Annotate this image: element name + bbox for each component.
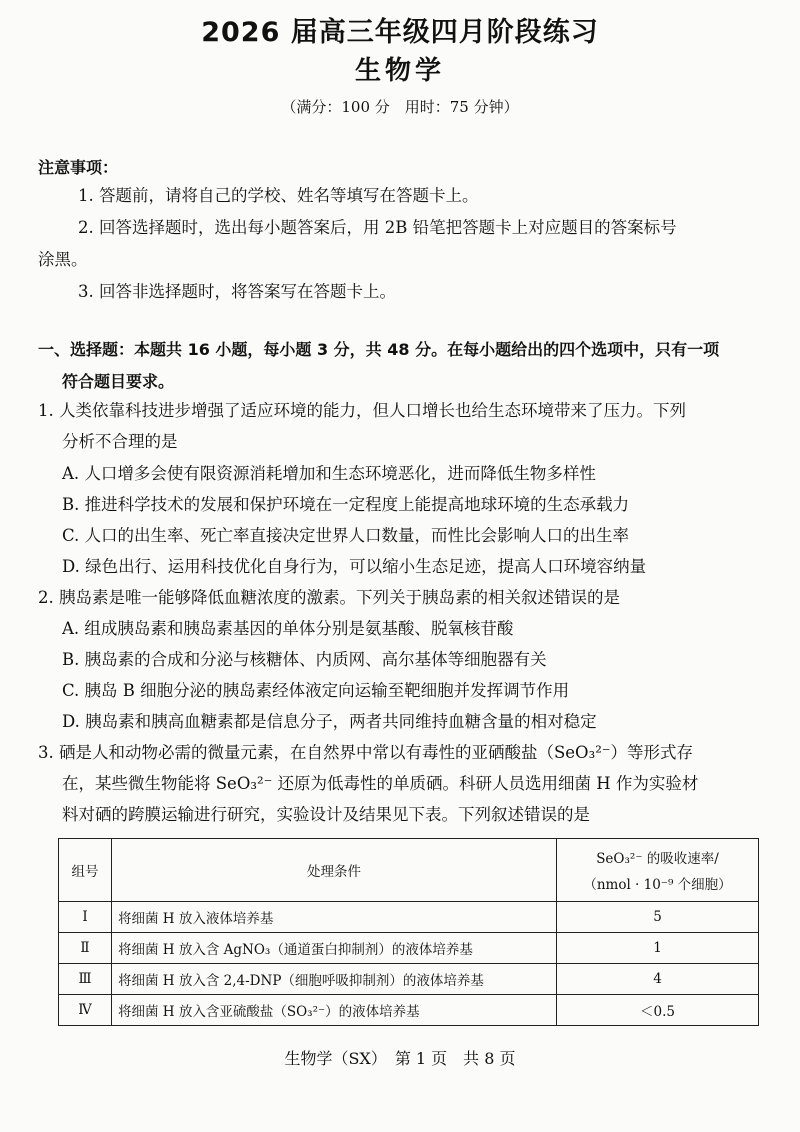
note-item: 3. 回答非选择题时，将答案写在答题卡上。 (78, 282, 396, 301)
question-stem: 2. 胰岛素是唯一能够降低血糖浓度的激素。下列关于胰岛素的相关叙述错误的是 (38, 588, 620, 607)
table-row (59, 964, 759, 995)
row-group: Ⅳ (59, 995, 112, 1026)
row-group: Ⅱ (59, 933, 112, 964)
header-rate-line2: （nmol · 10⁻⁹ 个细胞） (583, 877, 732, 893)
option-c: C. 胰岛 B 细胞分泌的胰岛素经体液定向运输至靶细胞并发挥调节作用 (62, 681, 570, 700)
row-condition: 将细菌 H 放入含亚硫酸盐（SO₃²⁻）的液体培养基 (112, 995, 557, 1026)
question-stem: 1. 人类依靠科技进步增强了适应环境的能力，但人口增长也给生态环境带来了压力。下列 (38, 401, 686, 420)
row-rate: 1 (557, 933, 759, 964)
question-stem: 分析不合理的是 (62, 432, 178, 451)
header-rate-line1: SeO₃²⁻ 的吸收速率/ (596, 851, 719, 867)
row-condition: 将细菌 H 放入含 2,4-DNP（细胞呼吸抑制剂）的液体培养基 (112, 964, 557, 995)
row-condition: 将细菌 H 放入含 AgNO₃（通道蛋白抑制剂）的液体培养基 (112, 933, 557, 964)
option-a: A. 组成胰岛素和胰岛素基因的单体分别是氨基酸、脱氧核苷酸 (62, 619, 514, 638)
table-row (59, 933, 759, 964)
page-footer: 生物学（SX） 第 1 页 共 8 页 (284, 1049, 516, 1068)
exam-title: 2026 届高三年级四月阶段练习 (201, 17, 599, 48)
experiment-table (58, 838, 759, 1026)
header-condition: 处理条件 (112, 839, 557, 902)
subject-title: 生物学 (354, 56, 445, 86)
row-rate: 4 (557, 964, 759, 995)
row-group: Ⅲ (59, 964, 112, 995)
option-a: A. 人口增多会使有限资源消耗增加和生态环境恶化，进而降低生物多样性 (62, 464, 596, 483)
exam-meta: （满分：100 分 用时：75 分钟） (281, 98, 519, 116)
row-group: Ⅰ (59, 902, 112, 933)
note-item: 2. 回答选择题时，选出每小题答案后，用 2B 铅笔把答题卡上对应题目的答案标号 (78, 218, 677, 237)
section-heading-cont: 符合题目要求。 (62, 372, 175, 391)
option-d: D. 胰岛素和胰高血糖素都是信息分子，两者共同维持血糖含量的相对稳定 (62, 712, 597, 731)
header-group: 组号 (59, 839, 112, 902)
question-stem: 在，某些微生物能将 SeO₃²⁻ 还原为低毒性的单质硒。科研人员选用细菌 H 作为实验材 (62, 774, 699, 793)
row-rate: ＜0.5 (557, 995, 759, 1026)
notes-heading: 注意事项： (38, 158, 119, 177)
row-rate: 5 (557, 902, 759, 933)
section-heading: 一、选择题：本题共 16 小题，每小题 3 分，共 48 分。在每小题给出的四个选项中，只有一项 (38, 340, 720, 359)
table-row (59, 995, 759, 1026)
note-item: 涂黑。 (38, 250, 88, 269)
question-stem: 3. 硒是人和动物必需的微量元素，在自然界中常以有毒性的亚硒酸盐（SeO₃²⁻）等形式存 (38, 743, 694, 762)
question-stem: 料对硒的跨膜运输进行研究，实验设计及结果见下表。下列叙述错误的是 (62, 805, 590, 824)
table-header-row (59, 839, 759, 902)
option-d: D. 绿色出行、运用科技优化自身行为，可以缩小生态足迹，提高人口环境容纳量 (62, 557, 647, 576)
table-row (59, 902, 759, 933)
header-rate (557, 839, 759, 902)
option-b: B. 推进科学技术的发展和保护环境在一定程度上能提高地球环境的生态承载力 (62, 495, 630, 514)
option-c: C. 人口的出生率、死亡率直接决定世界人口数量，而性比会影响人口的出生率 (62, 526, 630, 545)
option-b: B. 胰岛素的合成和分泌与核糖体、内质网、高尔基体等细胞器有关 (62, 650, 547, 669)
note-item: 1. 答题前，请将自己的学校、姓名等填写在答题卡上。 (78, 186, 479, 205)
row-condition: 将细菌 H 放入液体培养基 (112, 902, 557, 933)
